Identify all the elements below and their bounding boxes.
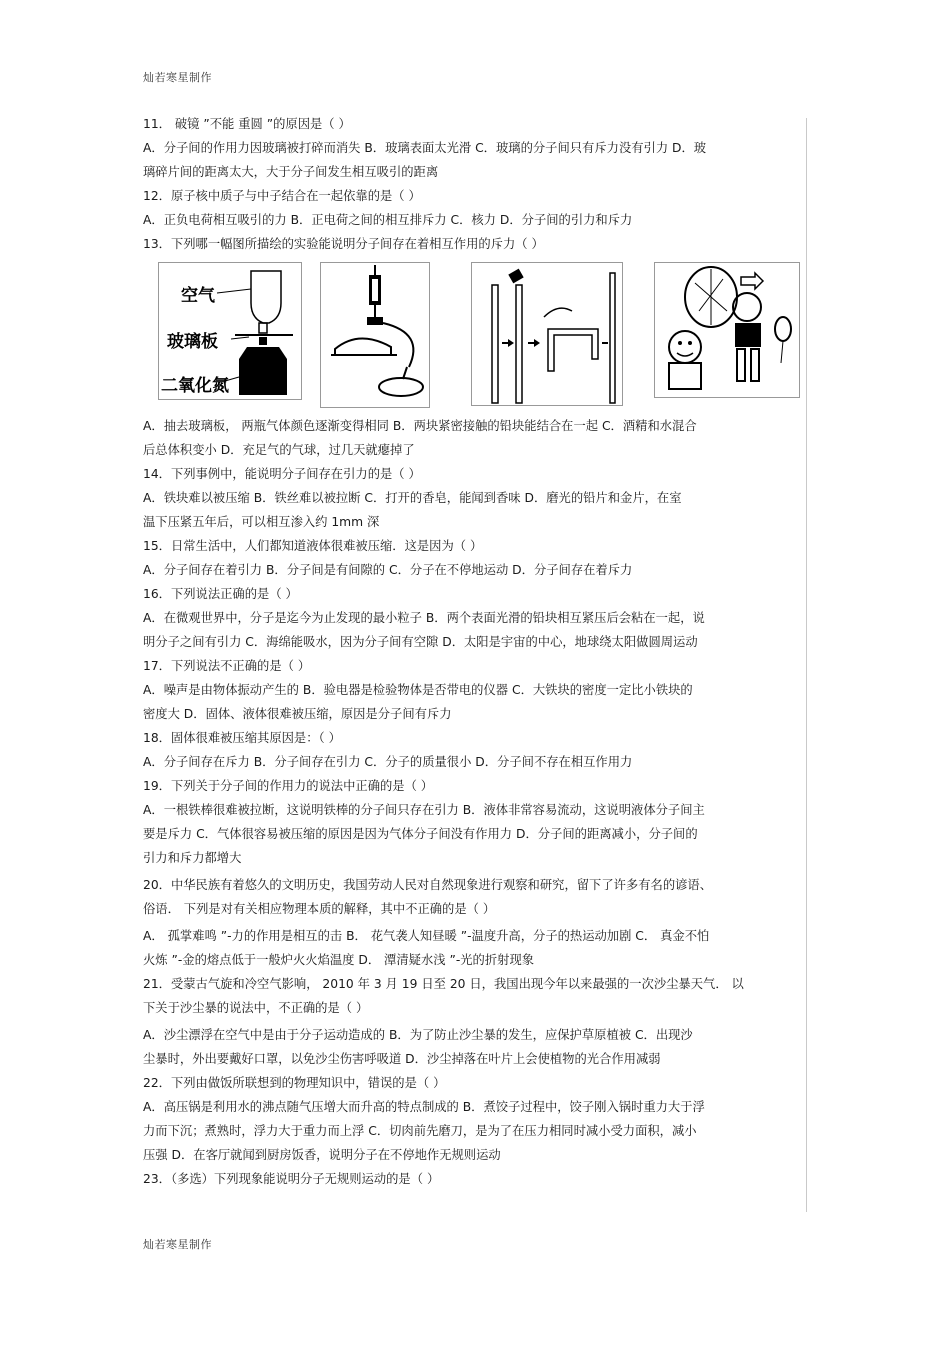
q21-options-2: 尘暴时，外出要戴好口罩，以免沙尘伤害呼吸道 D．沙尘掉落在叶片上会使植物的光合作用减弱	[143, 1052, 661, 1066]
figure-lead-blocks	[320, 262, 430, 408]
q17-options-2: 密度大 D．固体、液体很难被压缩，原因是分子间有斥力	[143, 707, 452, 721]
figure-alcohol-water	[471, 262, 623, 406]
q12-options: A．正负电荷相互吸引的力 B．正电荷之间的相互排斥力 C．核力 D．分子间的引力和斥力	[143, 213, 633, 227]
q19-options-3: 引力和斥力都增大	[143, 851, 242, 865]
q15-options: A．分子间存在着引力 B．分子间是有间隙的 C．分子在不停地运动 D．分子间存在着斥力	[143, 563, 633, 577]
q20-options-1: A． 孤掌难鸣 ”-力的作用是相互的击 B． 花气袭人知昼暖 ”-温度升高，分子的热运动加剧 C． 真金不怕	[143, 929, 710, 943]
q23-stem: 23．（多选）下列现象能说明分子无规则运动的是（ ）	[143, 1172, 440, 1186]
q14-stem: 14．下列事例中，能说明分子间存在引力的是（ ）	[143, 467, 421, 481]
q19-stem: 19．下列关于分子间的作用力的说法中正确的是（ ）	[143, 779, 434, 793]
q21-stem-1: 21．受蒙古气旋和冷空气影响， 2010 年 3 月 19 日至 20 日，我国出现今年以来最强的一次沙尘暴天气． 以	[143, 977, 744, 991]
label-glass-plate: 玻璃板	[167, 332, 218, 352]
q11-options-2: 璃碎片间的距离太大，大于分子间发生相互吸引的距离	[143, 165, 439, 179]
q20-stem-2: 俗语． 下列是对有关相应物理本质的解释，其中不正确的是（ ）	[143, 902, 496, 916]
q11-options-1: A．分子间的作用力因玻璃被打碎而消失 B．玻璃表面太光滑 C．玻璃的分子间只有斥力没有引力 D．玻	[143, 141, 707, 155]
q13-stem: 13．下列哪一幅图所描绘的实验能说明分子间存在着相互作用的斥力（ ）	[143, 237, 544, 251]
q13-options-2: 后总体积变小 D．充足气的气球，过几天就瘪掉了	[143, 443, 415, 457]
q22-stem: 22．下列由做饭所联想到的物理知识中，错误的是（ ）	[143, 1076, 446, 1090]
q22-options-2: 力而下沉；煮熟时，浮力大于重力而上浮 C．切肉前先磨刀，是为了在压力相同时减小受力面积，减小	[143, 1124, 697, 1138]
q12-stem: 12．原子核中质子与中子结合在一起依靠的是（ ）	[143, 189, 421, 203]
q16-options-1: A．在微观世界中，分子是迄今为止发现的最小粒子 B．两个表面光滑的铅块相互紧压后会粘在一起，说	[143, 611, 705, 625]
q17-options-1: A．噪声是由物体振动产生的 B．验电器是检验物体是否带电的仪器 C．大铁块的密度一定比小铁块的	[143, 683, 693, 697]
q14-options-1: A．铁块难以被压缩 B．铁丝难以被拉断 C．打开的香皂，能闻到香味 D．磨光的铅片和金片，在室	[143, 491, 682, 505]
q20-options-2: 火炼 ”-金的熔点低于一般炉火火焰温度 D． 潭清疑水浅 ”-光的折射现象	[143, 953, 535, 967]
q11-stem: 11． 破镜 ”不能 重圆 ”的原因是（ ）	[143, 117, 351, 131]
label-air: 空气	[181, 286, 215, 306]
question-body	[143, 112, 807, 1212]
q14-options-2: 温下压紧五年后，可以相互渗入约 1mm 深	[143, 515, 380, 529]
q22-options-3: 压强 D．在客厅就闻到厨房饭香，说明分子在不停地作无规则运动	[143, 1148, 501, 1162]
balloon-drawing	[655, 263, 799, 397]
figure-balloon	[654, 262, 800, 398]
q19-options-2: 要是斥力 C．气体很容易被压缩的原因是因为气体分子间没有作用力 D．分子间的距离减小，分子间的	[143, 827, 698, 841]
q15-stem: 15．日常生活中，人们都知道液体很难被压缩．这是因为（ ）	[143, 539, 483, 553]
q20-stem-1: 20．中华民族有着悠久的文明历史，我国劳动人民对自然现象进行观察和研究，留下了许多有名的谚语、	[143, 878, 713, 892]
q16-options-2: 明分子之间有引力 C．海绵能吸水，因为分子间有空隙 D．太阳是宇宙的中心，地球绕太阳做圆周运动	[143, 635, 698, 649]
q21-stem-2: 下关于沙尘暴的说法中，不正确的是（ ）	[143, 1001, 369, 1015]
q21-options-1: A．沙尘漂浮在空气中是由于分子运动造成的 B．为了防止沙尘暴的发生，应保护草原植被 C．出现沙	[143, 1028, 693, 1042]
page-footer: 灿若寒星制作	[143, 1238, 212, 1251]
q16-stem: 16．下列说法正确的是（ ）	[143, 587, 298, 601]
q22-options-1: A．高压锅是利用水的沸点随气压增大而升高的特点制成的 B．煮饺子过程中，饺子刚入锅时重力大于浮	[143, 1100, 705, 1114]
gas-diffusion-drawing	[159, 263, 301, 399]
q13-options-1: A．抽去玻璃板， 两瓶气体颜色逐渐变得相同 B．两块紧密接触的铅块能结合在一起 C．酒精和水混合	[143, 419, 697, 433]
q18-options: A．分子间存在斥力 B．分子间存在引力 C．分子的质量很小 D．分子间不存在相互作用力	[143, 755, 633, 769]
lead-blocks-drawing	[321, 263, 429, 407]
q13-figures	[143, 262, 807, 410]
page-header: 灿若寒星制作	[143, 71, 212, 84]
q18-stem: 18．固体很难被压缩其原因是：（ ）	[143, 731, 341, 745]
label-no2: 二氧化氮	[161, 376, 229, 396]
figure-gas-diffusion	[158, 262, 302, 400]
alcohol-water-drawing	[472, 263, 622, 405]
q19-options-1: A．一根铁棒很难被拉断，这说明铁棒的分子间只存在引力 B．液体非常容易流动，这说明液体分子间主	[143, 803, 705, 817]
q17-stem: 17．下列说法不正确的是（ ）	[143, 659, 311, 673]
